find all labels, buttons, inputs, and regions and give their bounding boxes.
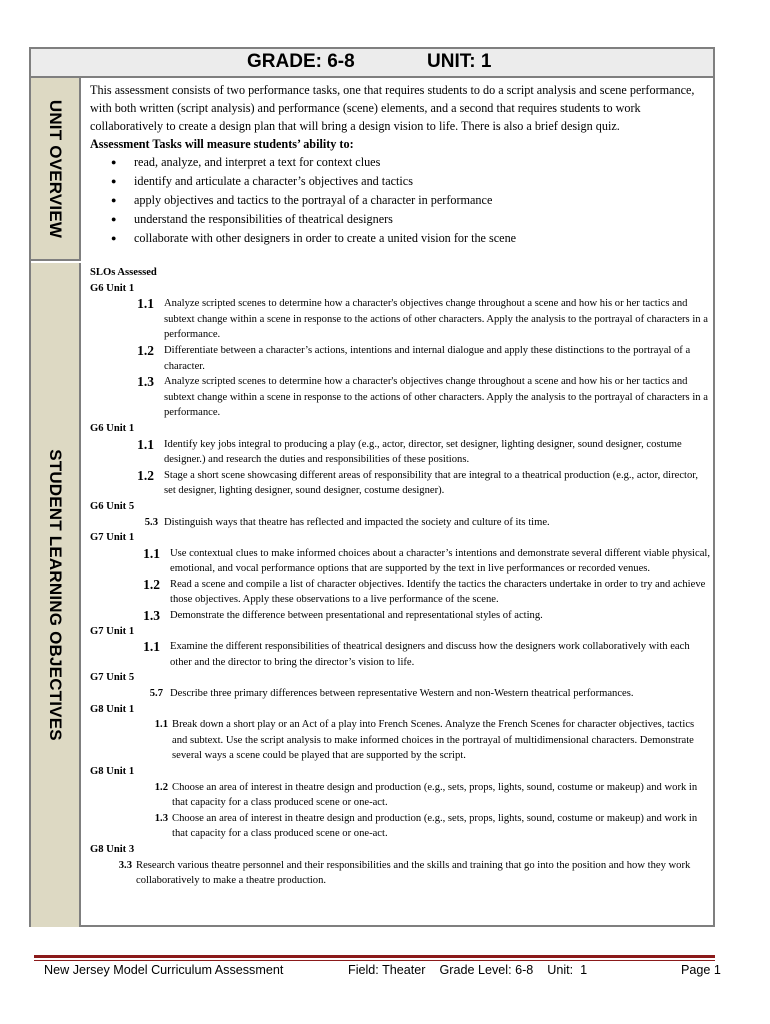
slo-number: 1.2 (137, 342, 154, 358)
unit-label: G8 Unit 3 (90, 843, 135, 855)
slo-text: Differentiate between a character’s actions, intentions and internal dialogue and apply these distinctions to the portrayal of a character. (164, 344, 691, 372)
slo-item (90, 374, 712, 421)
task-bullet: ● read, analyze, and interpret a text for context clues (90, 153, 708, 172)
slo-item (90, 639, 712, 670)
unit-label: G8 Unit 1 (90, 766, 135, 777)
task-bullet: ● apply objectives and tactics to the portrayal of a character in performance (90, 191, 708, 210)
slo-text: Choose an area of interest in theatre design and production (e.g., sets, props, lights, sound, costume or makeup) and work in that capacity for a class produced scene or one-act. (172, 812, 698, 840)
page-number: Page 1 (681, 963, 721, 977)
slo-item (90, 343, 712, 374)
slo-text: Choose an area of interest in theatre design and production (e.g., sets, props, lights, sound, costume or makeup) and work in that capacity for a class produced scene or one-act. (172, 781, 698, 809)
slo-item (90, 296, 712, 343)
slo-text: Read a scene and compile a list of character objectives. Identify the tactics the characters undertake in order to try and achieve those objectives. Apply these observations to a live performance of the scene. (170, 578, 706, 606)
slo-number: 1.1 (143, 545, 160, 561)
slo-item (90, 717, 712, 764)
slo-item (90, 780, 712, 811)
slo-text: Identify key jobs integral to producing a play (e.g., actor, director, set designer, lighting designer, sound designer, costume designer.) and research the duties and responsibilities of these positions. (164, 438, 682, 466)
unit-label: G7 Unit 1 (90, 532, 135, 544)
task-bullet-list (90, 153, 708, 248)
slo-number: 1.1 (137, 296, 154, 312)
table-header (31, 49, 713, 78)
slo-item (90, 546, 712, 577)
slo-item (90, 468, 712, 499)
overview-intro: This assessment consists of two performance tasks, one that requires students to do a script analysis and scene performance, with both written (script analysis) and performance (scene) elements, and a second that requires students to work collaboratively to create a design plan that will bring a design vision to life. There is also a brief design quiz. (90, 83, 695, 133)
unit-overview-label: UNIT OVERVIEW (46, 99, 65, 238)
slo-item (90, 811, 712, 842)
slo-item (90, 437, 712, 468)
assessment-table (29, 47, 715, 927)
slo-text: Use contextual clues to make informed choices about a character’s intentions and demonstrate several different viable physical, emotional, and vocal performance options that are supported by the text in live performances or recorded venues. (170, 547, 710, 575)
unit-label: G6 Unit 5 (90, 500, 135, 512)
unit-label: G8 Unit 1 (90, 703, 135, 715)
objectives-sidebar (31, 263, 81, 927)
slo-text: Break down a short play or an Act of a play into French Scenes. Analyze the French Scenes for character objectives, tactics and subtext. Use the script analysis to make informed choices in the portrayal of multidimensional characters. Demonstrate several ways a scene could be played that are supported by the script. (172, 719, 695, 762)
slo-number: 1.3 (143, 608, 160, 624)
unit-label: G7 Unit 5 (90, 672, 135, 684)
unit-label: G7 Unit 1 (90, 625, 135, 637)
grade-label: GRADE: 6-8 (247, 51, 355, 72)
task-bullet: ● understand the responsibilities of theatrical designers (90, 210, 708, 229)
footer-meta: Field: Theater Grade Level: 6-8 Unit: 1 (348, 963, 588, 977)
slo-number: 1.2 (137, 467, 154, 483)
slo-text: Describe three primary differences between representative Western and non-Western theatrical performances. (170, 688, 634, 700)
slos-heading: SLOs Assessed (90, 267, 157, 278)
slo-text: Examine the different responsibilities of theatrical designers and discuss how the designers work collaboratively with each other and the director to bring the director’s vision to life. (170, 641, 690, 668)
slo-number: 1.2 (143, 576, 160, 592)
task-bullet: ● identify and articulate a character’s objectives and tactics (90, 172, 708, 191)
unit-overview-content (90, 81, 708, 248)
slo-item (90, 608, 712, 624)
slo-text: Demonstrate the difference between presentational and representational styles of acting. (170, 610, 543, 622)
slo-item (90, 515, 712, 531)
unit-overview-sidebar (31, 78, 81, 261)
slo-number: 1.1 (137, 436, 154, 452)
slo-text: Research various theatre personnel and their responsibilities and the skills and training that go into the position and how they work collaboratively to make a theatre production. (136, 859, 691, 887)
slo-number: 1.3 (137, 374, 154, 390)
footer-divider (34, 960, 715, 961)
slo-text: Stage a short scene showcasing different areas of responsibility that are integral to a theatrical production (e.g., actor, director, set designer, lighting designer, sound designer, costume designer). (164, 469, 699, 497)
slo-number: 1.2 (154, 781, 168, 793)
slo-number: 5.3 (144, 516, 158, 528)
slo-number: 5.7 (149, 688, 163, 700)
unit-label: UNIT: 1 (427, 51, 492, 72)
slo-number: 1.1 (143, 639, 160, 655)
slo-text: Analyze scripted scenes to determine how a character's objectives change throughout a scene and how his or her tactics and subtext change within a scene in response to the actions of other characters. Apply the analysis to the portrayal of characters in a performance. (164, 376, 708, 419)
slo-text: Distinguish ways that theatre has reflected and impacted the society and culture of its time. (164, 516, 550, 528)
unit-label: G6 Unit 1 (90, 282, 135, 294)
slo-number: 1.3 (154, 812, 168, 824)
tasks-heading: Assessment Tasks will measure students’ ability to: (90, 137, 354, 151)
unit-label: G6 Unit 1 (90, 422, 135, 434)
slo-number: 1.1 (154, 719, 168, 731)
slo-item (90, 686, 712, 702)
task-bullet: ● collaborate with other designers in order to create a united vision for the scene (90, 229, 708, 248)
slo-text: Analyze scripted scenes to determine how a character's objectives change throughout a scene and how his or her tactics and subtext change within a scene in response to the actions of other characters. Apply the analysis to the portrayal of characters in a performance. (164, 298, 708, 341)
slo-item (90, 858, 712, 889)
slo-item (90, 577, 712, 608)
objectives-content (90, 265, 712, 889)
slo-number: 3.3 (118, 859, 132, 871)
footer-title: New Jersey Model Curriculum Assessment (44, 963, 284, 977)
objectives-label: STUDENT LEARNING OBJECTIVES (46, 449, 65, 741)
footer-divider (34, 955, 715, 958)
